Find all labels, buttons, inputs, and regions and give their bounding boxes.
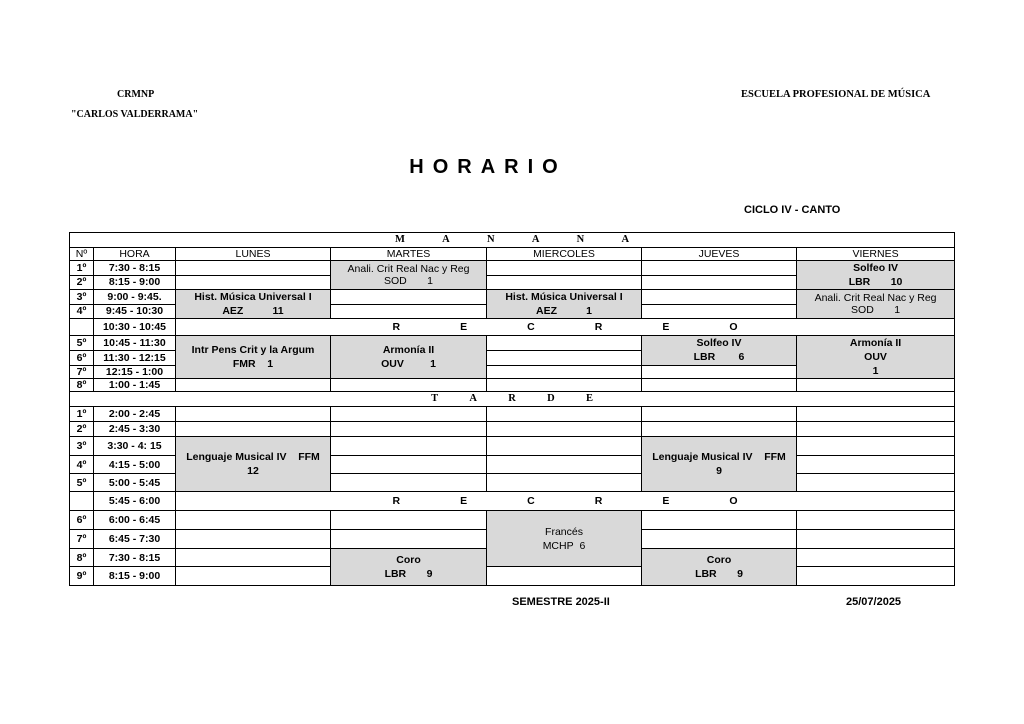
course-room: 9	[716, 465, 722, 477]
empty-cell	[176, 407, 331, 422]
table-row	[70, 422, 955, 437]
table-row	[70, 407, 955, 422]
empty-cell	[176, 261, 331, 276]
course-room: 12	[247, 465, 259, 477]
course-code: LBR	[695, 568, 717, 580]
course-analisis-martes	[331, 261, 487, 290]
empty-cell	[642, 275, 797, 290]
recreo-letter: R	[392, 321, 401, 333]
section-manana-row	[70, 233, 955, 248]
period-time: 8:15 - 9:00	[94, 275, 176, 290]
empty-cell	[331, 422, 487, 437]
course-room: 11	[272, 305, 284, 317]
course-hist-miercoles	[487, 290, 642, 319]
course-room: 6	[579, 539, 586, 552]
empty-cell	[487, 350, 642, 365]
col-n: Nº	[70, 248, 94, 261]
empty-cell	[176, 530, 331, 549]
course-name: Hist. Música Universal I	[505, 291, 623, 303]
empty-cell	[176, 275, 331, 290]
period-number: 9º	[70, 567, 94, 586]
course-solfeo-jueves	[642, 336, 797, 366]
section-letter: T	[431, 393, 439, 404]
empty-cell	[331, 437, 487, 456]
course-code: AEZ	[535, 305, 557, 317]
course-room: 6	[738, 351, 745, 364]
period-time: 8:15 - 9:00	[94, 567, 176, 586]
empty-cell	[797, 511, 955, 530]
recreo-letter: E	[662, 321, 670, 333]
empty-cell	[331, 530, 487, 549]
empty-cell	[642, 422, 797, 437]
section-letter: R	[508, 393, 516, 404]
empty-cell	[176, 567, 331, 586]
empty-cell	[176, 379, 331, 392]
period-number: 2º	[70, 422, 94, 437]
empty-cell	[331, 379, 487, 392]
empty-cell	[797, 422, 955, 437]
empty-cell	[797, 474, 955, 492]
period-number: 2º	[70, 275, 94, 290]
period-number	[70, 492, 94, 511]
course-code: OUV	[381, 358, 404, 370]
course-name: Coro	[396, 554, 421, 566]
section-letter: N	[486, 234, 495, 245]
course-name: Solfeo IV	[853, 262, 899, 274]
section-letter: A	[621, 234, 630, 245]
empty-cell	[176, 511, 331, 530]
period-time: 6:00 - 6:45	[94, 511, 176, 530]
table-row	[70, 511, 955, 530]
period-number: 5º	[70, 336, 94, 351]
period-number: 7º	[70, 530, 94, 549]
empty-cell	[797, 549, 955, 567]
period-time: 6:45 - 7:30	[94, 530, 176, 549]
recreo-letter: C	[527, 495, 535, 507]
section-tarde	[70, 392, 955, 407]
period-time: 11:30 - 12:15	[94, 350, 176, 365]
period-time: 5:00 - 5:45	[94, 474, 176, 492]
recreo-letter: E	[662, 495, 670, 507]
recreo-banner	[176, 319, 955, 336]
empty-cell	[487, 474, 642, 492]
course-code: SOD	[851, 304, 874, 316]
period-time: 2:45 - 3:30	[94, 422, 176, 437]
empty-cell	[331, 456, 487, 474]
course-code: LBR	[848, 276, 871, 288]
course-code: LBR	[384, 568, 407, 580]
section-letter: M	[394, 234, 405, 245]
table-row	[70, 336, 955, 351]
table-row	[70, 567, 955, 586]
recreo-letter: R	[594, 321, 603, 333]
empty-cell	[487, 567, 642, 586]
course-room: 1	[267, 358, 274, 370]
empty-cell	[642, 290, 797, 305]
section-manana	[70, 233, 955, 248]
section-letter: A	[531, 234, 540, 245]
course-room: 1	[427, 275, 434, 287]
course-room: 10	[890, 276, 903, 288]
period-number: 6º	[70, 350, 94, 365]
empty-cell	[797, 379, 955, 392]
recreo-letter: E	[460, 321, 468, 333]
institution-acronym: CRMNP	[117, 89, 155, 100]
empty-cell	[331, 511, 487, 530]
period-number: 5º	[70, 474, 94, 492]
recreo-letter: R	[392, 495, 401, 507]
empty-cell	[487, 336, 642, 351]
period-time: 9:00 - 9:45.	[94, 290, 176, 305]
period-time: 5:45 - 6:00	[94, 492, 176, 511]
table-row	[70, 319, 955, 336]
period-number	[70, 319, 94, 336]
course-name: Solfeo IV	[696, 337, 742, 350]
course-coro-jueves	[642, 549, 797, 586]
empty-cell	[642, 365, 797, 378]
col-lunes: LUNES	[176, 248, 331, 261]
course-room: 9	[737, 568, 743, 580]
empty-cell	[642, 261, 797, 276]
table-row	[70, 379, 955, 392]
course-name: Anali. Crit Real Nac y Reg	[347, 263, 470, 275]
section-letter: D	[547, 393, 555, 404]
empty-cell	[797, 567, 955, 586]
course-room: 1	[872, 365, 879, 377]
course-code: FFM	[298, 451, 320, 463]
institution-name: "CARLOS VALDERRAMA"	[71, 109, 199, 120]
course-lenguaje-jueves	[642, 437, 797, 492]
section-letter: A	[442, 234, 450, 245]
period-time: 9:45 - 10:30	[94, 304, 176, 319]
empty-cell	[487, 379, 642, 392]
course-intr-lunes	[176, 336, 331, 379]
period-time: 10:45 - 11:30	[94, 336, 176, 351]
course-name: Lenguaje Musical IV	[186, 451, 287, 463]
period-time: 10:30 - 10:45	[94, 319, 176, 336]
col-hora: HORA	[94, 248, 176, 261]
period-number: 6º	[70, 511, 94, 530]
empty-cell	[487, 456, 642, 474]
course-name: Hist. Música Universal I	[194, 291, 312, 303]
empty-cell	[642, 530, 797, 549]
course-hist-lunes	[176, 290, 331, 319]
course-name: Armonía II	[382, 344, 435, 356]
period-time: 7:30 - 8:15	[94, 549, 176, 567]
section-letter: N	[576, 234, 585, 245]
col-viernes: VIERNES	[797, 248, 955, 261]
table-row	[70, 261, 955, 276]
col-miercoles: MIERCOLES	[487, 248, 642, 261]
empty-cell	[487, 261, 642, 276]
semester-label: SEMESTRE 2025-II	[512, 596, 610, 608]
course-code: FMR	[232, 358, 256, 370]
empty-cell	[487, 365, 642, 378]
course-frances-miercoles	[487, 511, 642, 567]
course-code: MCHP	[542, 539, 574, 552]
period-number: 4º	[70, 456, 94, 474]
period-number: 3º	[70, 290, 94, 305]
recreo-letter: C	[527, 321, 535, 333]
empty-cell	[176, 422, 331, 437]
empty-cell	[642, 304, 797, 319]
course-solfeo-viernes	[797, 261, 955, 290]
course-room: 1	[586, 305, 593, 317]
col-martes: MARTES	[331, 248, 487, 261]
empty-cell	[331, 290, 487, 305]
table-row	[70, 492, 955, 511]
recreo-banner	[176, 492, 955, 511]
empty-cell	[797, 456, 955, 474]
period-number: 3º	[70, 437, 94, 456]
page-title: HORARIO	[409, 156, 567, 178]
course-analisis-viernes	[797, 290, 955, 319]
period-number: 7º	[70, 365, 94, 378]
document-date: 25/07/2025	[846, 596, 902, 608]
course-lenguaje-lunes	[176, 437, 331, 492]
course-code: LBR	[693, 351, 716, 364]
empty-cell	[331, 407, 487, 422]
course-name: Intr Pens Crit y la Argum	[191, 344, 315, 356]
course-name: Coro	[706, 554, 732, 566]
course-code: FFM	[764, 451, 786, 463]
period-time: 1:00 - 1:45	[94, 379, 176, 392]
empty-cell	[176, 549, 331, 567]
empty-cell	[331, 474, 487, 492]
course-armonia-viernes	[797, 336, 955, 379]
course-name: Francés	[545, 525, 583, 538]
course-name: Lenguaje Musical IV	[652, 451, 753, 463]
course-coro-martes	[331, 549, 487, 586]
section-tarde-row	[70, 392, 955, 407]
period-number: 8º	[70, 549, 94, 567]
empty-cell	[487, 275, 642, 290]
period-time: 4:15 - 5:00	[94, 456, 176, 474]
course-name: Anali. Crit Real Nac y Reg	[814, 292, 937, 304]
course-room: 9	[426, 568, 433, 580]
empty-cell	[487, 422, 642, 437]
section-letter: A	[469, 393, 477, 404]
period-time: 3:30 - 4: 15	[94, 437, 176, 456]
recreo-letter: E	[460, 495, 468, 507]
period-number: 8º	[70, 379, 94, 392]
table-row	[70, 290, 955, 305]
empty-cell	[642, 379, 797, 392]
empty-cell	[642, 511, 797, 530]
empty-cell	[797, 407, 955, 422]
course-code: SOD	[383, 275, 407, 287]
course-armonia-martes	[331, 336, 487, 379]
empty-cell	[487, 407, 642, 422]
course-name: Armonía II	[849, 337, 902, 349]
col-jueves: JUEVES	[642, 248, 797, 261]
period-time: 7:30 - 8:15	[94, 261, 176, 276]
recreo-letter: O	[729, 321, 738, 333]
period-number: 4º	[70, 304, 94, 319]
course-room: 1	[430, 358, 436, 370]
empty-cell	[797, 437, 955, 456]
ciclo-label: CICLO IV - CANTO	[744, 204, 841, 216]
section-letter: E	[585, 393, 593, 404]
course-code: OUV	[864, 351, 887, 363]
empty-cell	[642, 407, 797, 422]
recreo-letter: R	[594, 495, 603, 507]
period-time: 12:15 - 1:00	[94, 365, 176, 378]
period-time: 2:00 - 2:45	[94, 407, 176, 422]
table-row	[70, 437, 955, 456]
course-room: 1	[894, 304, 901, 316]
recreo-letter: O	[729, 495, 738, 507]
schedule-table	[69, 232, 955, 586]
column-header-row	[70, 248, 955, 261]
empty-cell	[487, 437, 642, 456]
empty-cell	[797, 530, 955, 549]
empty-cell	[331, 304, 487, 319]
course-code: AEZ	[222, 305, 244, 317]
period-number: 1º	[70, 407, 94, 422]
period-number: 1º	[70, 261, 94, 276]
school-name: ESCUELA PROFESIONAL DE MÚSICA	[741, 89, 931, 100]
